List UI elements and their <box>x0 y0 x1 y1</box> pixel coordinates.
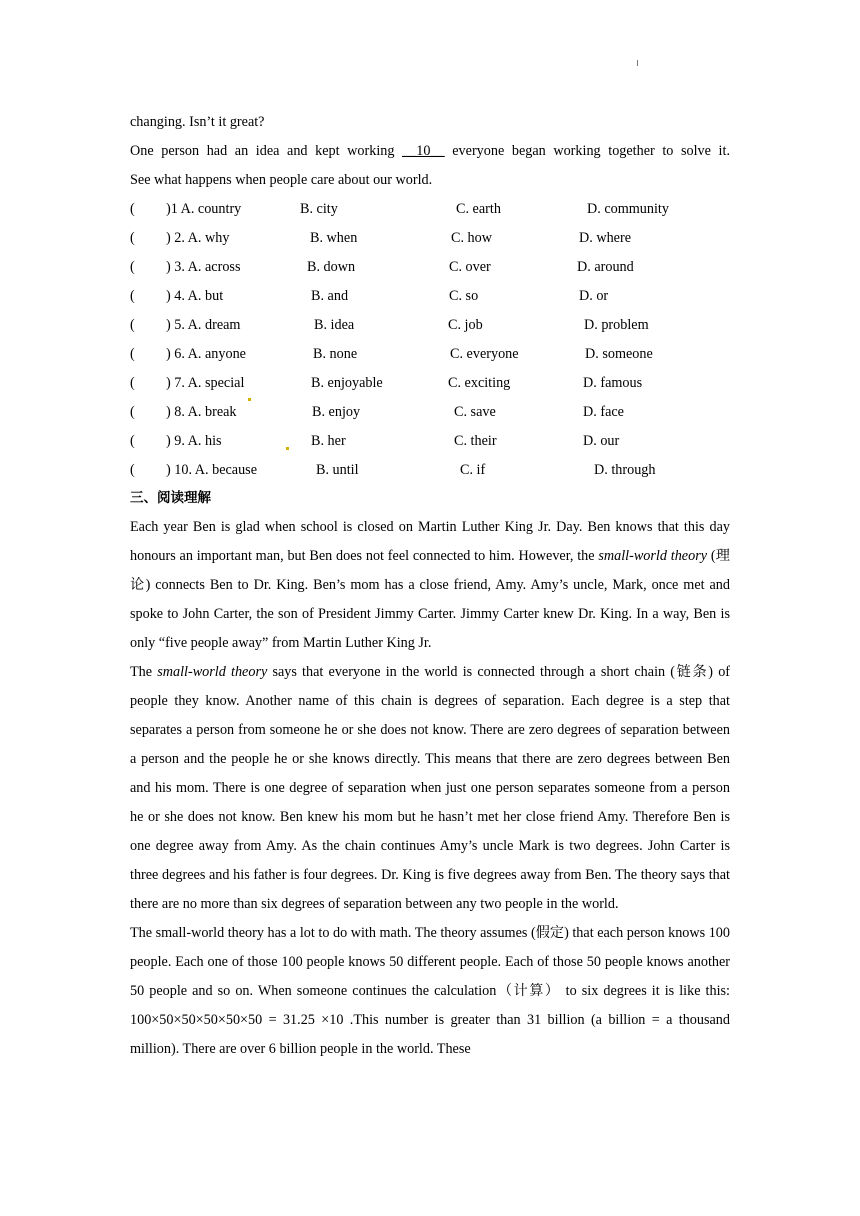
reading-paragraph <box>130 658 730 919</box>
option-c: C. earth <box>456 201 501 217</box>
highlight-dot <box>286 447 289 450</box>
highlight-dot <box>248 398 251 401</box>
cloze-text-segment: everyone began working together to solve it. <box>444 143 730 159</box>
answer-paren: ( <box>130 317 135 333</box>
document-body <box>130 108 730 1064</box>
question-row <box>130 195 730 224</box>
option-b: B. idea <box>314 317 355 333</box>
option-a: ) 6. A. anyone <box>166 346 246 362</box>
option-b: B. and <box>311 288 349 304</box>
cloze-text-line <box>130 137 730 166</box>
option-c: C. save <box>454 404 496 420</box>
option-d: D. famous <box>583 375 643 391</box>
option-d: D. face <box>583 404 624 420</box>
option-d: D. through <box>594 462 656 478</box>
question-row <box>130 427 730 456</box>
question-row <box>130 253 730 282</box>
option-a: ) 8. A. break <box>166 404 237 420</box>
paragraph-text: (理论) connects Ben to Dr. King. Ben’s mom has a close friend, Amy. Amy’s uncle, Mark, once met and spoke to John Carter, the son of President Jimmy Carter. Jimmy Carter knew Dr. King. In a way, Ben is only “five people away” from Martin Luther King Jr. <box>130 548 730 651</box>
option-b: B. when <box>310 230 358 246</box>
answer-paren: ( <box>130 201 135 217</box>
paragraph-text: The <box>130 664 158 680</box>
answer-paren: ( <box>130 346 135 362</box>
option-c: C. job <box>448 317 483 333</box>
option-a: ) 4. A. but <box>166 288 224 304</box>
option-b: B. none <box>313 346 358 362</box>
question-row <box>130 369 730 398</box>
answer-paren: ( <box>130 462 135 478</box>
option-d: D. someone <box>585 346 653 362</box>
italic-term: small-world theory <box>157 664 268 680</box>
question-row <box>130 340 730 369</box>
option-c: C. exciting <box>448 375 511 391</box>
question-row <box>130 456 730 485</box>
section-title: 三、阅读理解 <box>130 490 211 506</box>
option-d: D. community <box>587 201 669 217</box>
option-c: C. over <box>449 259 491 275</box>
question-row <box>130 398 730 427</box>
option-a: ) 10. A. because <box>166 462 258 478</box>
question-row <box>130 311 730 340</box>
option-d: D. our <box>583 433 620 449</box>
answer-paren: ( <box>130 230 135 246</box>
option-b: B. until <box>316 462 359 478</box>
option-b: B. city <box>300 201 338 217</box>
option-d: D. or <box>579 288 609 304</box>
option-b: B. her <box>311 433 346 449</box>
cloze-text-segment: One person had an idea and kept working <box>130 143 403 159</box>
option-c: C. if <box>460 462 486 478</box>
option-c: C. how <box>451 230 492 246</box>
option-d: D. where <box>579 230 631 246</box>
answer-paren: ( <box>130 288 135 304</box>
option-b: B. down <box>307 259 356 275</box>
option-d: D. problem <box>584 317 649 333</box>
option-a: ) 7. A. special <box>166 375 245 391</box>
option-d: D. around <box>577 259 634 275</box>
paragraph-text: says that everyone in the world is connected through a short chain (链条) of people they know. Another name of this chain is degrees of separation. Each degree is a step that separates a person from someone he or she does not know. There are zero degrees of separation between a person and the people he or she knows directly. This means that there are zero degrees between Ben and his mom. There is one degree of separation when just one person separates someone from a person he or she does not know. Ben knew his mom but he hasn’t met her close friend Amy. Therefore Ben is one degree away from Amy. As the chain continues Amy’s uncle Mark is two degrees. John Carter is three degrees and his father is four degrees. Dr. King is five degrees away from Ben. The theory says that there are no more than six degrees of separation between any two people in the world. <box>130 664 731 912</box>
reading-paragraph <box>130 513 730 658</box>
option-b: B. enjoyable <box>311 375 383 391</box>
answer-paren: ( <box>130 433 135 449</box>
option-a: ) 9. A. his <box>166 433 222 449</box>
option-a: ) 2. A. why <box>166 230 230 246</box>
answer-paren: ( <box>130 375 135 391</box>
italic-term: small-world theory <box>598 548 708 564</box>
question-row <box>130 224 730 253</box>
option-a: ) 5. A. dream <box>166 317 241 333</box>
paragraph-text: Each year Ben is glad when school is closed on Martin Luther King Jr. Day. Ben knows that this day honours an important man, but Ben does not feel connected to him. However, the <box>130 519 730 564</box>
option-a: ) 3. A. across <box>166 259 241 275</box>
option-c: C. their <box>454 433 497 449</box>
option-a: )1 A. country <box>166 201 242 217</box>
option-c: C. so <box>449 288 479 304</box>
answer-paren: ( <box>130 404 135 420</box>
option-b: B. enjoy <box>312 404 361 420</box>
cloze-text-line: See what happens when people care about our world. <box>130 172 433 188</box>
answer-paren: ( <box>130 259 135 275</box>
question-row <box>130 282 730 311</box>
page-mark <box>637 60 638 66</box>
answer-blank: __10__ <box>402 143 445 159</box>
reading-paragraph: The small-world theory has a lot to do with math. The theory assumes (假定) that each person knows 100 people. Each one of those 100 people knows 50 different people. Each of those 50 people knows another 50 people and so on. When someone continues the calculation（计算） to six degrees it is like this: 100×50×50×50×50×50 = 31.25 ×10 .This number is greater than 31 billion (a billion = a thousand million). There are over 6 billion people in the world. These <box>130 925 730 1057</box>
option-c: C. everyone <box>450 346 519 362</box>
question-list <box>130 195 730 485</box>
cloze-text-line: changing. Isn’t it great? <box>130 114 265 130</box>
